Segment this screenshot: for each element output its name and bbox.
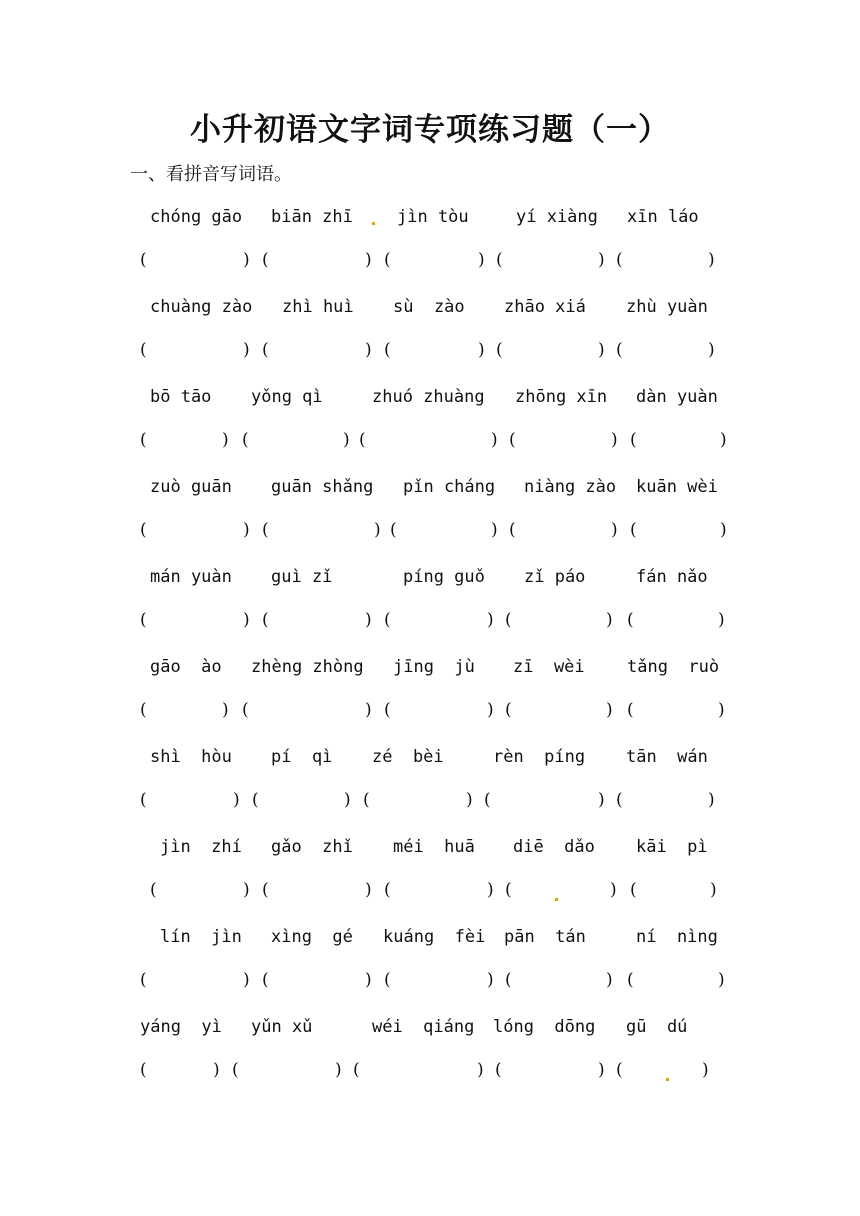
answer-blank-open-paren: ( [140,430,147,450]
answer-blank-open-paren: ( [509,520,516,540]
answer-blank-open-paren: ( [384,250,391,270]
answer-blank-close-paren: ) [478,340,485,360]
pinyin-word: mán yuàn [150,567,232,587]
answer-blank-close-paren: ) [477,1060,484,1080]
answer-blank-close-paren: ) [491,520,498,540]
pinyin-word: zhuó zhuàng [372,387,485,407]
pinyin-word: lín jìn [160,927,242,947]
answer-blank-open-paren: ( [232,1060,239,1080]
pinyin-word: píng guǒ [403,567,485,587]
answer-blank-open-paren: ( [140,700,147,720]
answer-blank-close-paren: ) [611,520,618,540]
pinyin-word: chóng gāo [150,207,243,227]
answer-blank-open-paren: ( [140,1060,147,1080]
answer-blank-close-paren: ) [708,790,715,810]
answer-blank-open-paren: ( [363,790,370,810]
answer-blank-close-paren: ) [720,520,727,540]
answer-blank-close-paren: ) [718,610,725,630]
decorative-dot [372,222,375,225]
pinyin-word: xīn láo [627,207,699,227]
answer-blank-open-paren: ( [630,430,637,450]
pinyin-word: niàng zào [524,477,617,497]
pinyin-word: pān tán [504,927,586,947]
answer-blank-open-paren: ( [505,700,512,720]
answer-blank-open-paren: ( [140,340,147,360]
answer-blank-close-paren: ) [243,340,250,360]
decorative-dot [666,1078,669,1081]
answer-blank-close-paren: ) [478,250,485,270]
answer-blank-close-paren: ) [708,340,715,360]
answer-blank-close-paren: ) [365,250,372,270]
pinyin-word: chuàng zào [150,297,253,317]
answer-blank-close-paren: ) [611,430,618,450]
answer-blank-open-paren: ( [140,250,147,270]
pinyin-word: guì zǐ [271,567,333,587]
pinyin-word: gāo ào [150,657,222,677]
pinyin-word: sù zào [393,297,465,317]
answer-blank-close-paren: ) [243,610,250,630]
answer-blank-close-paren: ) [487,610,494,630]
pinyin-word: shì hòu [150,747,232,767]
answer-blank-close-paren: ) [606,700,613,720]
answer-blank-close-paren: ) [365,970,372,990]
pinyin-word: kāi pì [636,837,708,857]
answer-blank-close-paren: ) [243,970,250,990]
pinyin-word: pǐn cháng [403,477,496,497]
answer-blank-open-paren: ( [262,610,269,630]
pinyin-word: tān wán [626,747,708,767]
answer-blank-close-paren: ) [598,250,605,270]
answer-blank-open-paren: ( [505,880,512,900]
answer-blank-open-paren: ( [140,610,147,630]
answer-blank-open-paren: ( [630,520,637,540]
answer-blank-open-paren: ( [384,610,391,630]
pinyin-word: guān shǎng [271,477,374,497]
pinyin-word: ní nìng [636,927,718,947]
pinyin-word: méi huā [393,837,475,857]
answer-blank-open-paren: ( [384,970,391,990]
answer-blank-open-paren: ( [262,340,269,360]
answer-blank-open-paren: ( [616,1060,623,1080]
answer-blank-open-paren: ( [252,790,259,810]
pinyin-word: yí xiàng [516,207,598,227]
pinyin-word: xìng gé [271,927,353,947]
answer-blank-close-paren: ) [222,430,229,450]
answer-blank-close-paren: ) [718,700,725,720]
answer-blank-close-paren: ) [466,790,473,810]
pinyin-word: gū dú [626,1017,688,1037]
pinyin-word: zé bèi [372,747,444,767]
answer-blank-close-paren: ) [718,970,725,990]
answer-blank-close-paren: ) [222,700,229,720]
answer-blank-open-paren: ( [140,790,147,810]
answer-blank-open-paren: ( [262,970,269,990]
decorative-dot [555,898,558,901]
answer-blank-close-paren: ) [243,250,250,270]
answer-blank-open-paren: ( [384,700,391,720]
answer-blank-close-paren: ) [365,610,372,630]
answer-blank-close-paren: ) [606,970,613,990]
pinyin-word: pí qì [271,747,333,767]
answer-blank-close-paren: ) [365,340,372,360]
answer-blank-open-paren: ( [140,970,147,990]
answer-blank-open-paren: ( [616,250,623,270]
answer-blank-close-paren: ) [243,520,250,540]
answer-blank-close-paren: ) [606,610,613,630]
pinyin-word: zhì huì [282,297,354,317]
answer-blank-open-paren: ( [384,340,391,360]
pinyin-word: gǎo zhǐ [271,837,353,857]
answer-blank-close-paren: ) [598,340,605,360]
answer-blank-open-paren: ( [242,700,249,720]
answer-blank-open-paren: ( [150,880,157,900]
answer-blank-open-paren: ( [495,1060,502,1080]
pinyin-word: rèn píng [493,747,586,767]
answer-blank-open-paren: ( [353,1060,360,1080]
answer-blank-close-paren: ) [598,1060,605,1080]
answer-blank-open-paren: ( [496,340,503,360]
pinyin-word: zī wèi [513,657,585,677]
answer-blank-close-paren: ) [365,700,372,720]
answer-blank-open-paren: ( [262,250,269,270]
answer-blank-open-paren: ( [616,340,623,360]
pinyin-word: diē dǎo [513,837,595,857]
answer-blank-open-paren: ( [496,250,503,270]
pinyin-word: wéi qiáng [372,1017,475,1037]
answer-blank-open-paren: ( [505,970,512,990]
answer-blank-close-paren: ) [491,430,498,450]
answer-blank-close-paren: ) [213,1060,220,1080]
answer-blank-close-paren: ) [243,880,250,900]
answer-blank-close-paren: ) [343,430,350,450]
pinyin-word: zhāo xiá [504,297,586,317]
answer-blank-close-paren: ) [487,970,494,990]
pinyin-word: yǒng qì [251,387,323,407]
pinyin-word: tǎng ruò [627,657,720,677]
answer-blank-close-paren: ) [344,790,351,810]
pinyin-word: kuáng fèi [383,927,486,947]
answer-blank-open-paren: ( [616,790,623,810]
answer-blank-open-paren: ( [627,970,634,990]
pinyin-word: fán nǎo [636,567,708,587]
answer-blank-open-paren: ( [509,430,516,450]
pinyin-word: yǔn xǔ [251,1017,313,1037]
answer-blank-open-paren: ( [262,520,269,540]
answer-blank-close-paren: ) [720,430,727,450]
pinyin-word: bō tāo [150,387,212,407]
answer-blank-close-paren: ) [335,1060,342,1080]
answer-blank-close-paren: ) [374,520,381,540]
pinyin-word: zǐ páo [524,567,586,587]
pinyin-word: biān zhī [271,207,353,227]
answer-blank-open-paren: ( [505,610,512,630]
pinyin-word: lóng dōng [493,1017,596,1037]
answer-blank-close-paren: ) [708,250,715,270]
pinyin-word: jìn zhí [160,837,242,857]
pinyin-word: zhù yuàn [626,297,708,317]
answer-blank-open-paren: ( [262,880,269,900]
answer-blank-open-paren: ( [384,880,391,900]
answer-blank-open-paren: ( [627,700,634,720]
answer-blank-open-paren: ( [630,880,637,900]
answer-blank-open-paren: ( [140,520,147,540]
answer-blank-open-paren: ( [484,790,491,810]
pinyin-word: dàn yuàn [636,387,718,407]
answer-blank-close-paren: ) [233,790,240,810]
answer-blank-close-paren: ) [487,880,494,900]
pinyin-word: yáng yì [140,1017,222,1037]
pinyin-word: jìn tòu [397,207,469,227]
answer-blank-open-paren: ( [359,430,366,450]
answer-blank-close-paren: ) [365,880,372,900]
answer-blank-close-paren: ) [487,700,494,720]
pinyin-word: zhèng zhòng [251,657,364,677]
pinyin-word: jīng jù [393,657,475,677]
pinyin-word: kuān wèi [636,477,718,497]
pinyin-word: zhōng xīn [515,387,608,407]
answer-blank-open-paren: ( [242,430,249,450]
page-title: 小升初语文字词专项练习题（一） [190,112,670,148]
answer-blank-close-paren: ) [710,880,717,900]
answer-blank-open-paren: ( [627,610,634,630]
pinyin-word: zuò guān [150,477,232,497]
section-heading: 一、看拼音写词语。 [130,164,292,185]
answer-blank-close-paren: ) [598,790,605,810]
answer-blank-close-paren: ) [610,880,617,900]
answer-blank-open-paren: ( [390,520,397,540]
answer-blank-close-paren: ) [702,1060,709,1080]
